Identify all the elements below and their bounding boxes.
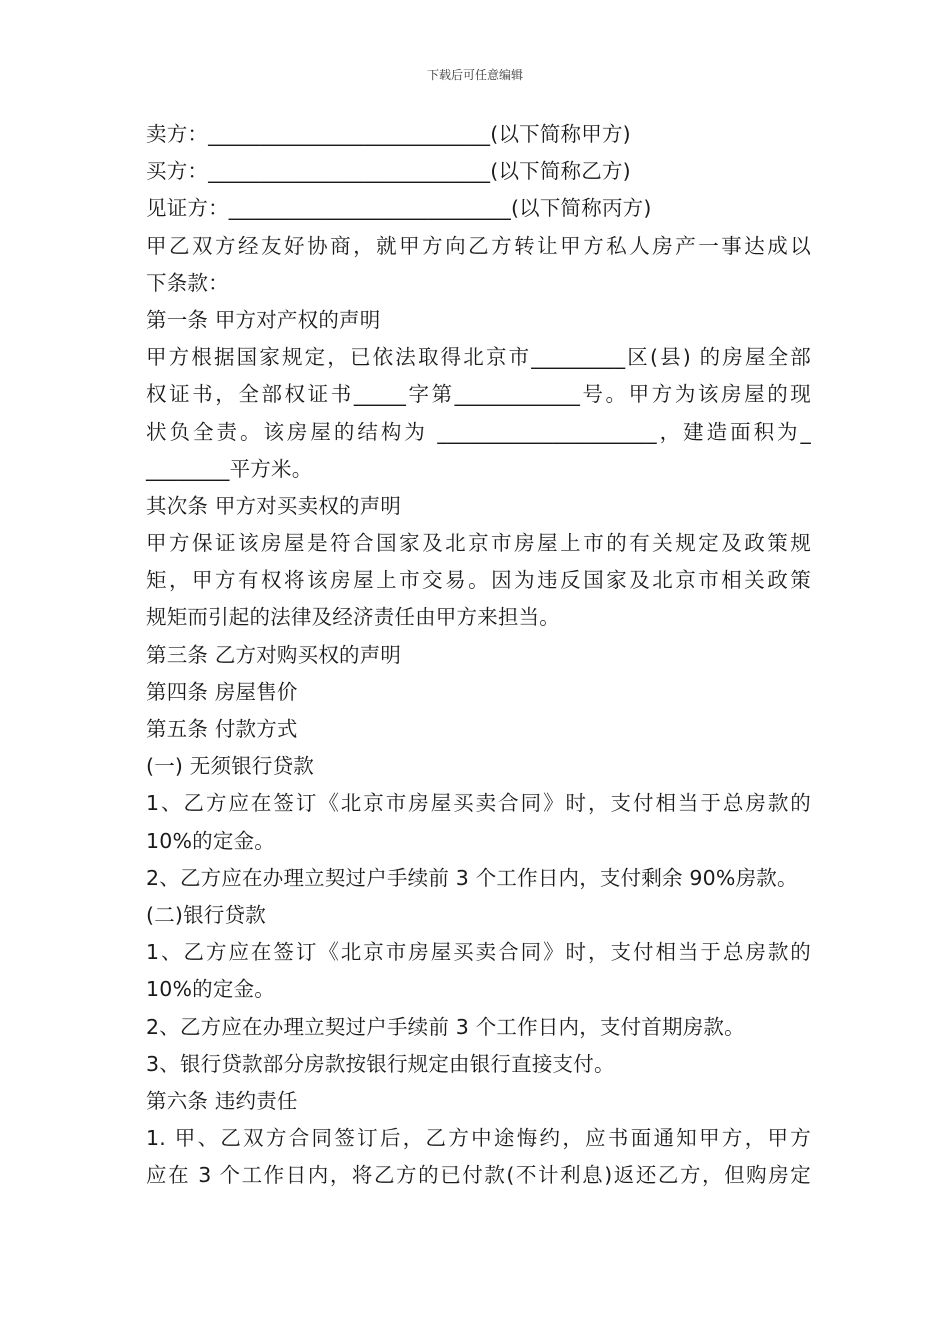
list-item: 1. 甲、乙双方合同签订后，乙方中途悔约，应书面通知甲方，甲方 bbox=[146, 1126, 811, 1151]
paragraph-line: 权证书，全部权证书_____字第____________号。甲方为该房屋的现 bbox=[146, 382, 811, 407]
list-item: 应在 3 个工作日内，将乙方的已付款(不计利息)返还乙方，但购房定 bbox=[146, 1163, 811, 1188]
list-item: 1、乙方应在签订《北京市房屋买卖合同》时，支付相当于总房款的 bbox=[146, 940, 811, 965]
paragraph-line: 规矩而引起的法律及经济责任由甲方来担当。 bbox=[146, 605, 560, 630]
paragraph-line: 下条款： bbox=[146, 270, 229, 295]
header-note: 下载后可任意编辑 bbox=[426, 68, 523, 82]
list-item: 3、银行贷款部分房款按银行规定由银行直接支付。 bbox=[146, 1051, 615, 1076]
paragraph-line: 甲方根据国家规定，已依法取得北京市_________区(县) 的房屋全部 bbox=[146, 345, 811, 370]
subsection-heading: (二)银行贷款 bbox=[146, 902, 266, 927]
paragraph-line: ________平方米。 bbox=[146, 456, 313, 481]
article-heading: 第六条 违约责任 bbox=[146, 1088, 298, 1113]
article-heading: 第五条 付款方式 bbox=[146, 717, 298, 741]
list-item: 10%的定金。 bbox=[146, 828, 275, 853]
paragraph-line: 甲方保证该房屋是符合国家及北京市房屋上市的有关规定及政策规 bbox=[146, 531, 811, 556]
list-item: 2、乙方应在办理立契过户手续前 3 个工作日内，支付剩余 90%房款。 bbox=[146, 865, 798, 890]
list-item: 2、乙方应在办理立契过户手续前 3 个工作日内，支付首期房款。 bbox=[146, 1014, 745, 1039]
article-heading: 第一条 甲方对产权的声明 bbox=[146, 307, 381, 332]
buyer-line: 买方：___________________________(以下简称乙方) bbox=[146, 159, 631, 184]
paragraph-line: 状负全责。该房屋的结构为 _____________________，建造面积为_ bbox=[146, 419, 811, 444]
document-body bbox=[146, 116, 811, 1194]
list-item: 1、乙方应在签订《北京市房屋买卖合同》时，支付相当于总房款的 bbox=[146, 791, 811, 816]
subsection-heading: (一) 无须银行贷款 bbox=[146, 754, 315, 779]
article-heading: 第三条 乙方对购买权的声明 bbox=[146, 642, 402, 667]
witness-line: 见证方：___________________________(以下简称丙方) bbox=[146, 196, 652, 221]
paragraph-line: 矩，甲方有权将该房屋上市交易。因为违反国家及北京市相关政策 bbox=[146, 568, 811, 593]
article-heading: 第四条 房屋售价 bbox=[146, 679, 298, 704]
list-item: 10%的定金。 bbox=[146, 977, 275, 1002]
article-heading: 其次条 甲方对买卖权的声明 bbox=[146, 493, 402, 518]
seller-line: 卖方：___________________________(以下简称甲方) bbox=[146, 122, 631, 146]
paragraph-line: 甲乙双方经友好协商，就甲方向乙方转让甲方私人房产一事达成以 bbox=[146, 233, 811, 258]
